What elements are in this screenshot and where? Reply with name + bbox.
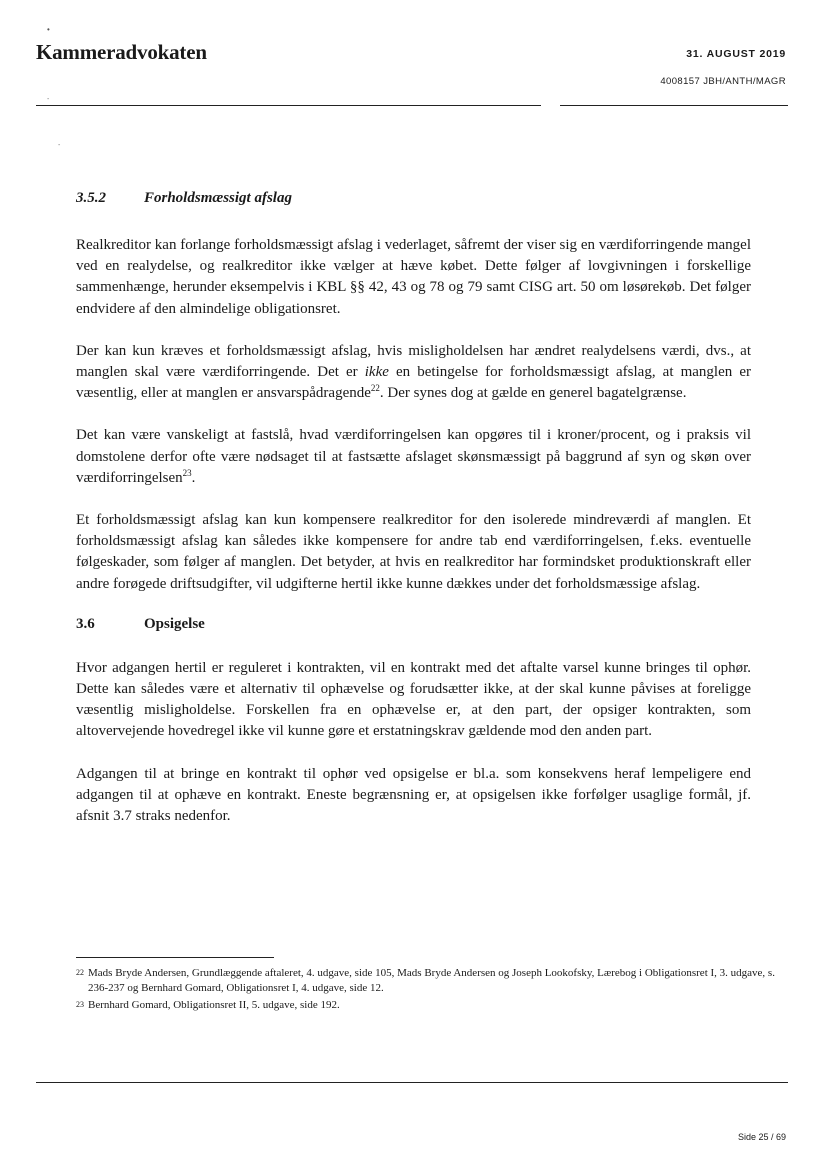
footnote-23 [76, 998, 776, 1013]
section-title: Opsigelse [144, 615, 205, 632]
text-run: . Der synes dog at gælde en generel bagatelgrænse. [379, 385, 687, 402]
logo: Kammeradvokaten [36, 40, 207, 64]
scan-mark: - [47, 96, 50, 103]
footnote-number: 22 [76, 968, 84, 977]
text-run: en betingelse for forholdsmæssigt afslag, at manglen er væsentlig, eller at manglen er ansvarspådragende [76, 364, 751, 402]
paragraph: Adgangen til at bringe en kontrakt til ophør ved opsigelse er bl.a. som konsekvens heraf lempeligere end adgangen til at ophæve en kontrakt. Eneste begrænsning er, at opsigelsen ikke forfølger usaglige formål, jf. afsnit 3.7 straks nedenfor. [76, 765, 751, 825]
paragraph: Et forholdsmæssigt afslag kan kun kompensere realkreditor for den isolerede mindreværdi af manglen. Et forholdsmæssigt afslag kan således ikke kompensere for andre tab end værdiforringelsen, f.eks. eventuelle følgeskader, som følger af manglen. Det betyder, at hvis en realkreditor har formindsket produktionskraft eller andre forøgede driftsudgifter, vil udgifterne hertil ikke kunne dækkes under det forholdsmæssige afslag. [76, 512, 751, 592]
header-rule-left [36, 105, 541, 106]
logo-mark: • [47, 25, 50, 34]
footnote-ref-22[interactable]: 22 [370, 383, 380, 394]
text-run: Det kan være vanskeligt at fastslå, hvad værdiforringelsen kan opgøres til i kroner/procent, og i praksis vil domstolene derfor ofte være nødsaget til at fastsætte afslaget skønsmæssigt på baggrund af syn og skøn over værdiforringelsen [76, 427, 751, 486]
scan-mark: - [58, 142, 61, 149]
footnote-text: Mads Bryde Andersen, Grundlæggende aftaleret, 4. udgave, side 105, Mads Bryde Andersen og Joseph Lookofsky, Lærebog i Obligationsret I, 3. udgave, s. 236-237 og Bernhard Gomard, Obligationsret I, 4. udgave, side 12. [88, 967, 775, 994]
header-rule-right [560, 105, 788, 106]
page-body [76, 190, 751, 827]
paragraph: Realkreditor kan forlange forholdsmæssigt afslag i vederlaget, såfremt der viser sig en værdiforringende mangel ved en realydelse, og realkreditor ikke vælger at hæve købet. Dette følger af lovgivningen i forskellige sammenhænge, herunder eksempelvis i KBL §§ 42, 43 og 78 og 79 samt CISG art. 50 om løsørekøb. Det følger endvidere af den almindelige obligationsret. [76, 237, 751, 317]
footnote-ref-23[interactable]: 23 [182, 467, 192, 478]
page-number: Side 25 / 69 [737, 1132, 786, 1142]
footnote-22 [76, 966, 776, 996]
section-heading-3-5-2 [76, 190, 751, 212]
paragraph [76, 341, 751, 405]
section-title: Forholdsmæssigt afslag [144, 190, 292, 206]
section-number: 3.6 [76, 615, 95, 632]
footer-rule [36, 1082, 788, 1083]
section-heading-3-6 [76, 616, 751, 638]
section-number: 3.5.2 [76, 190, 106, 206]
text-run: . [191, 469, 196, 486]
emphasis: ikke [364, 364, 389, 381]
footnote-text: Bernhard Gomard, Obligationsret II, 5. udgave, side 192. [88, 999, 340, 1011]
document-reference: 4008157 JBH/ANTH/MAGR [660, 76, 786, 87]
document-date: 31. AUGUST 2019 [686, 48, 786, 60]
paragraph: Hvor adgangen hertil er reguleret i kontrakten, vil en kontrakt med det aftalte varsel kunne bringes til ophør. Dette kan således være et alternativ til ophævelse og forudsætter ikke, at der skal kunne påvises at foreligge væsentlig misligholdelse. Forskellen fra en ophævelse er, at den part, der opsiger kontrakten, som altovervejende hovedregel ikke vil kunne gøre et erstatningskrav gældende mod den anden part. [76, 659, 751, 740]
footnotes [76, 966, 776, 1015]
paragraph [76, 425, 751, 489]
text-run: Der kan kun kræves et forholdsmæssigt afslag, hvis misligholdelsen har ændret realydelsens værdi, dvs., at manglen skal være værdiforringende. Det er [76, 342, 751, 381]
footnote-separator [76, 957, 274, 958]
footnote-number: 23 [76, 1000, 84, 1009]
